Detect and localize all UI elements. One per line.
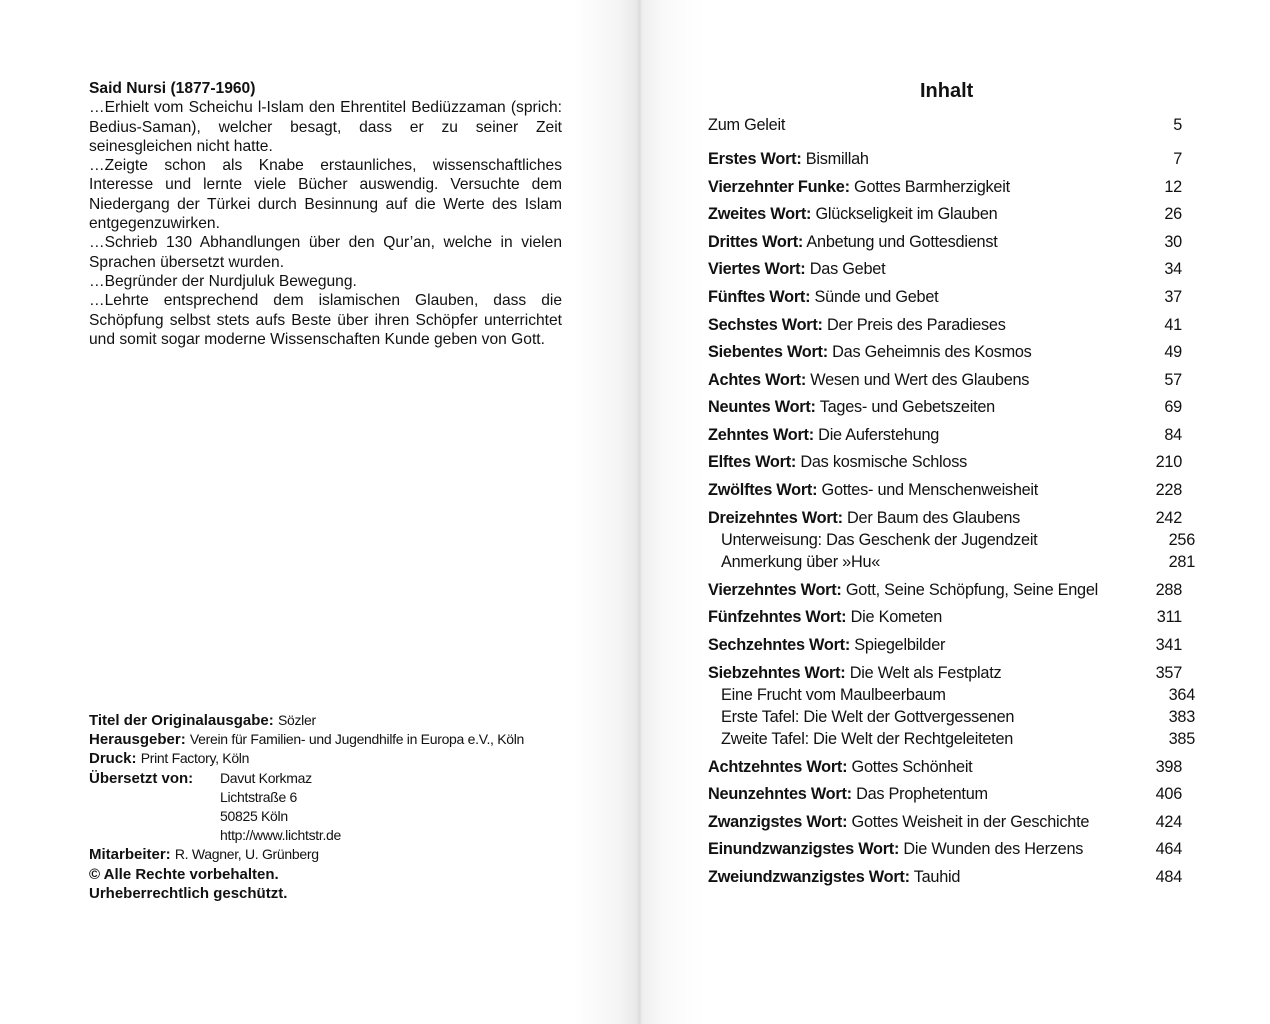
toc-entry-title <box>708 840 1083 859</box>
toc-entry-label: Fünfzehntes Wort: <box>708 608 847 626</box>
toc-entry <box>708 178 1182 197</box>
toc-entry-title <box>708 316 1006 335</box>
toc-entry <box>708 531 1195 550</box>
toc-entry-page-number: 288 <box>1155 581 1182 599</box>
toc-entry-title <box>708 581 1098 600</box>
toc-entry-text: Das Gebet <box>805 260 886 278</box>
toc-entry <box>708 868 1182 887</box>
toc-entry-label: Zwanzigstes Wort: <box>708 813 848 831</box>
toc-entry-text: Erste Tafel: Die Welt der Gottvergessenen <box>721 708 1015 726</box>
toc-entry-text: Die Kometen <box>846 608 943 626</box>
translator-name: Davut Korkmaz <box>220 769 312 786</box>
bio-paragraph: …Schrieb 130 Abhandlungen über den Qur’an, welche in vielen Sprachen übersetzt wurden. <box>89 234 562 271</box>
toc-entry-page-number: 398 <box>1155 758 1182 776</box>
toc-entry-text: Glückseligkeit im Glauben <box>811 205 998 223</box>
toc-entry-page-number: 364 <box>1168 686 1195 704</box>
print-value: Print Factory, Köln <box>140 750 250 767</box>
toc-entry-title <box>708 150 869 169</box>
toc-entry-title <box>721 553 880 572</box>
toc-entry <box>708 426 1182 445</box>
toc-entry-text: Gott, Seine Schöpfung, Seine Engel <box>841 581 1099 599</box>
toc-entry-label: Neuntes Wort: <box>708 398 816 416</box>
original-title-label: Titel der Originalausgabe: <box>89 712 274 729</box>
toc-entry-page-number: 228 <box>1155 481 1182 499</box>
bio-title: Said Nursi (1877-1960) <box>89 80 256 97</box>
toc-entry-title <box>708 178 1010 197</box>
toc-entry <box>708 371 1182 390</box>
toc-entry-page-number: 12 <box>1164 178 1182 196</box>
toc-entry-label: Neunzehntes Wort: <box>708 785 852 803</box>
toc-entry-text: Anmerkung über »Hu« <box>721 553 881 571</box>
toc-entry-text: Sünde und Gebet <box>810 288 939 306</box>
toc-entry-page-number: 41 <box>1164 316 1182 334</box>
toc-entry-text: Das Geheimnis des Kosmos <box>827 343 1032 361</box>
toc-entry <box>708 509 1182 528</box>
toc-entry <box>708 316 1182 335</box>
right-page <box>636 0 1270 1024</box>
address-website: http://www.lichtstr.de <box>220 827 342 844</box>
toc-entry-title <box>708 868 960 887</box>
toc-entry-page-number: 34 <box>1164 260 1182 278</box>
toc-entry <box>708 233 1182 252</box>
staff-label: Mitarbeiter: <box>89 846 171 864</box>
toc-entry <box>708 453 1182 472</box>
toc-entry-title <box>708 343 1032 362</box>
toc-entry <box>708 785 1182 804</box>
toc-entry-text: Zum Geleit <box>708 116 786 134</box>
toc-entry-label: Vierzehnter Funke: <box>708 178 850 196</box>
toc-entry <box>708 581 1182 600</box>
toc-entry-page-number: 424 <box>1155 813 1182 831</box>
toc-entry <box>708 150 1182 169</box>
toc-entry-page-number: 256 <box>1168 531 1195 549</box>
original-title-value: Sözler <box>277 712 316 728</box>
toc-entry-page-number: 30 <box>1164 233 1182 251</box>
toc-entry-text: Das Prophetentum <box>851 785 988 803</box>
toc-entry-page-number: 357 <box>1155 664 1182 682</box>
toc-entry-text: Tages- und Gebetszeiten <box>815 398 995 416</box>
toc-entry-title <box>721 730 1013 749</box>
toc-entry-text: Der Baum des Glaubens <box>842 509 1021 527</box>
toc-entry-page-number: 242 <box>1155 509 1182 527</box>
toc-entry-label: Elftes Wort: <box>708 453 797 471</box>
toc-entry-text: Gottes- und Menschenweisheit <box>817 481 1039 499</box>
toc-entry-text: Die Wunden des Herzens <box>899 840 1084 858</box>
toc-entry-text: Die Auferstehung <box>813 426 940 444</box>
toc-entry-title <box>708 371 1029 390</box>
toc-entry-page-number: 49 <box>1164 343 1182 361</box>
publisher-row <box>89 730 589 749</box>
toc-entry-label: Einundzwanzigstes Wort: <box>708 840 900 858</box>
toc-entry-label: Erstes Wort: <box>708 150 802 168</box>
staff-value: R. Wagner, U. Grünberg <box>174 846 319 863</box>
toc-entry-title <box>708 398 995 417</box>
toc-entry-page-number: 311 <box>1156 608 1182 626</box>
toc-entry <box>708 260 1182 279</box>
address-city: 50825 Köln <box>220 808 288 825</box>
toc-entry-text: Zweite Tafel: Die Welt der Rechtgeleiteten <box>721 730 1014 748</box>
toc-entry <box>708 205 1182 224</box>
toc-entry-page-number: 464 <box>1155 840 1182 858</box>
toc-entry-title <box>708 813 1089 832</box>
toc-entry <box>708 664 1182 683</box>
toc-entry-page-number: 406 <box>1155 785 1182 803</box>
toc-entry <box>708 288 1182 307</box>
toc-entry-title <box>708 453 967 472</box>
print-label: Druck: <box>89 750 137 768</box>
translator-label: Übersetzt von: <box>89 769 194 787</box>
toc-entry-title <box>708 636 945 655</box>
bio-paragraph: …Erhielt vom Scheichu l-Islam den Ehrentitel Bediüzzaman (sprich: Bedius-Saman), welcher besagt, dass er zu seiner Zeit seinesgleichen nicht hatte. <box>89 99 562 155</box>
toc-entry-title <box>708 509 1020 528</box>
toc-entry-text: Das kosmische Schloss <box>796 453 968 471</box>
toc-entry <box>708 343 1182 362</box>
toc-entry-title <box>708 205 997 224</box>
toc-entry-title <box>721 708 1014 727</box>
toc-entry-page-number: 210 <box>1155 453 1182 471</box>
toc-entry <box>708 708 1195 727</box>
toc-entry-label: Siebzehntes Wort: <box>708 664 846 682</box>
toc-entry-text: Gottes Schönheit <box>847 758 973 776</box>
toc-entry-title <box>708 481 1038 500</box>
toc-entry-title <box>721 531 1037 550</box>
toc-entry-label: Achtzehntes Wort: <box>708 758 848 776</box>
toc-entry <box>708 398 1182 417</box>
toc-entry-title <box>708 233 998 252</box>
toc-entry <box>708 481 1182 500</box>
toc-entry-text: Der Preis des Paradieses <box>822 316 1006 334</box>
toc-entry-page-number: 385 <box>1168 730 1195 748</box>
toc-entry <box>708 116 1182 135</box>
toc-entry-text: Bismillah <box>801 150 869 168</box>
author-biography <box>89 79 562 349</box>
toc-entry-page-number: 5 <box>1173 116 1182 134</box>
bio-paragraph: …Lehrte entsprechend dem islamischen Glauben, dass die Schöpfung selbst stets aufs Beste über ihren Schöpfer unterrichtet und somit sogar moderne Wissenschaften Kunde geben von Gott. <box>89 292 562 348</box>
bio-paragraph: …Zeigte schon als Knabe erstaunliches, wissenschaftliches Interesse und lernte viele Bücher auswendig. Versuchte dem Niedergang der Türkei durch Besinnung auf die Werte des Islam entgegenzuwirken. <box>89 157 562 233</box>
toc-entry-text: Gottes Barmherzigkeit <box>849 178 1010 196</box>
toc-entry-text: Gottes Weisheit in der Geschichte <box>847 813 1090 831</box>
toc-entry-text: Spiegelbilder <box>850 636 946 654</box>
toc-entry-page-number: 37 <box>1164 288 1182 306</box>
toc-entry <box>708 813 1182 832</box>
toc-entry-text: Anbetung und Gottesdienst <box>803 233 998 251</box>
publisher-value: Verein für Familien- und Jugendhilfe in Europa e.V., Köln <box>189 731 525 748</box>
toc-entry-page-number: 341 <box>1155 636 1182 654</box>
toc-entry <box>708 730 1195 749</box>
toc-entry-page-number: 484 <box>1155 868 1182 886</box>
toc-entry-label: Sechstes Wort: <box>708 316 823 334</box>
rights-notice: © Alle Rechte vorbehalten. <box>89 865 279 883</box>
translator-row <box>89 769 589 788</box>
toc-title: Inhalt <box>920 80 974 102</box>
toc-entry-title <box>708 426 939 445</box>
toc-entry <box>708 608 1182 627</box>
toc-entry-label: Zwölftes Wort: <box>708 481 818 499</box>
toc-entry <box>708 636 1182 655</box>
toc-entry-text: Wesen und Wert des Glaubens <box>806 371 1030 389</box>
toc-entry-label: Drittes Wort: <box>708 233 804 251</box>
toc-entry-label: Sechzehntes Wort: <box>708 636 851 654</box>
toc-entry-label: Zehntes Wort: <box>708 426 814 444</box>
toc-entry-title <box>708 664 1001 683</box>
toc-entry <box>708 686 1195 705</box>
toc-entry-title <box>708 116 785 135</box>
bio-paragraph: …Begründer der Nurdjuluk Bewegung. <box>89 272 357 290</box>
toc-entry-title <box>721 686 946 705</box>
toc-entry <box>708 840 1182 859</box>
toc-entry-page-number: 383 <box>1168 708 1195 726</box>
toc-entry-label: Fünftes Wort: <box>708 288 811 306</box>
original-title-row <box>89 711 589 730</box>
toc-entry-text: Eine Frucht vom Maulbeerbaum <box>721 686 946 704</box>
toc-entry-label: Vierzehntes Wort: <box>708 581 842 599</box>
toc-entry-label: Viertes Wort: <box>708 260 806 278</box>
toc-entry-text: Tauhid <box>909 868 961 886</box>
toc-entry-page-number: 69 <box>1164 398 1182 416</box>
toc-entry-page-number: 281 <box>1168 553 1195 571</box>
toc-entry <box>708 758 1182 777</box>
publisher-label: Herausgeber: <box>89 731 186 749</box>
toc-entry-title <box>708 785 988 804</box>
print-row <box>89 749 589 768</box>
toc-entry-label: Zweites Wort: <box>708 205 812 223</box>
toc-entry-label: Dreizehntes Wort: <box>708 509 843 527</box>
toc-entry-text: Unterweisung: Das Geschenk der Jugendzeit <box>721 531 1038 549</box>
toc-entry-page-number: 84 <box>1164 426 1182 444</box>
imprint <box>89 711 589 903</box>
staff-row <box>89 845 589 864</box>
toc-entry-title <box>708 758 972 777</box>
toc-entry-label: Achtes Wort: <box>708 371 807 389</box>
copyright-notice: Urheberrechtlich geschützt. <box>89 884 288 902</box>
toc-entry-title <box>708 260 885 279</box>
toc-entry-label: Zweiundzwanzigstes Wort: <box>708 868 910 886</box>
toc-entry-title <box>708 288 938 307</box>
address-street: Lichtstraße 6 <box>220 788 298 805</box>
toc-entry-text: Die Welt als Festplatz <box>845 664 1002 682</box>
toc-entry-label: Siebentes Wort: <box>708 343 828 361</box>
toc-entry-page-number: 26 <box>1164 205 1182 223</box>
toc-entry-page-number: 7 <box>1173 150 1182 168</box>
toc-entry-page-number: 57 <box>1164 371 1182 389</box>
toc-entry-title <box>708 608 942 627</box>
toc-entry <box>708 553 1195 572</box>
